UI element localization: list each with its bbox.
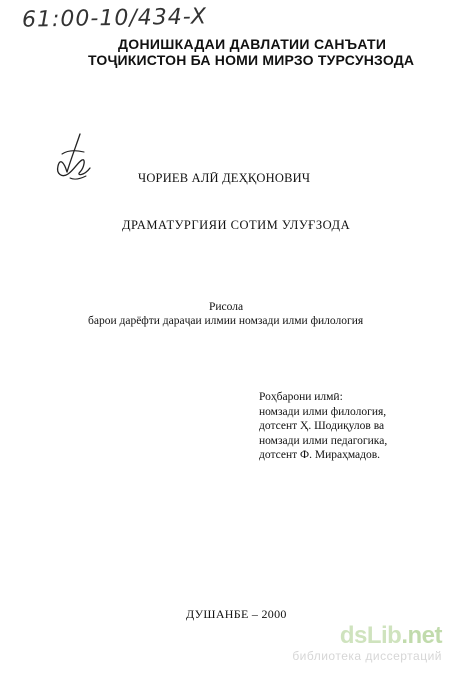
signature-icon bbox=[50, 132, 100, 184]
degree-statement: барои дарёфти дараҷаи илмии номзади илми филология bbox=[88, 315, 364, 327]
supervisor-line: дотсент Ҳ. Шодиқулов ва bbox=[259, 420, 385, 432]
supervisor-line: номзади илми филология, bbox=[259, 405, 387, 418]
watermark-logo bbox=[292, 623, 442, 649]
institution-line-2: ТОҶИКИСТОН БА НОМИ МИРЗО ТУРСУНЗОДА bbox=[88, 52, 415, 68]
watermark-subtitle: библиотека диссертаций bbox=[292, 649, 442, 663]
supervisor-line: номзади илми педагогика, bbox=[259, 434, 388, 447]
institution-line-1: ДОНИШКАДАИ ДАВЛАТИИ САНЪАТИ bbox=[118, 36, 387, 52]
supervisors-block bbox=[259, 390, 387, 463]
work-type: Рисола bbox=[209, 301, 244, 313]
supervisors-heading: Роҳбарони илмӣ: bbox=[259, 391, 343, 403]
dissertation-title: ДРАМАТУРГИЯИ СОТИМ УЛУҒЗОДА bbox=[122, 218, 351, 232]
watermark-logo-main: dsLib bbox=[339, 622, 402, 649]
handwritten-catalog-number: 61:00-10/434-X bbox=[21, 4, 208, 33]
watermark bbox=[292, 623, 442, 663]
author-name: ЧОРИЕВ АЛӢ ДЕҲҚОНОВИЧ bbox=[138, 171, 311, 185]
supervisor-line: дотсент Ф. Мираҳмадов. bbox=[259, 449, 381, 461]
place-and-year: ДУШАНБЕ – 2000 bbox=[186, 607, 287, 621]
watermark-logo-tld: .net bbox=[401, 622, 442, 649]
